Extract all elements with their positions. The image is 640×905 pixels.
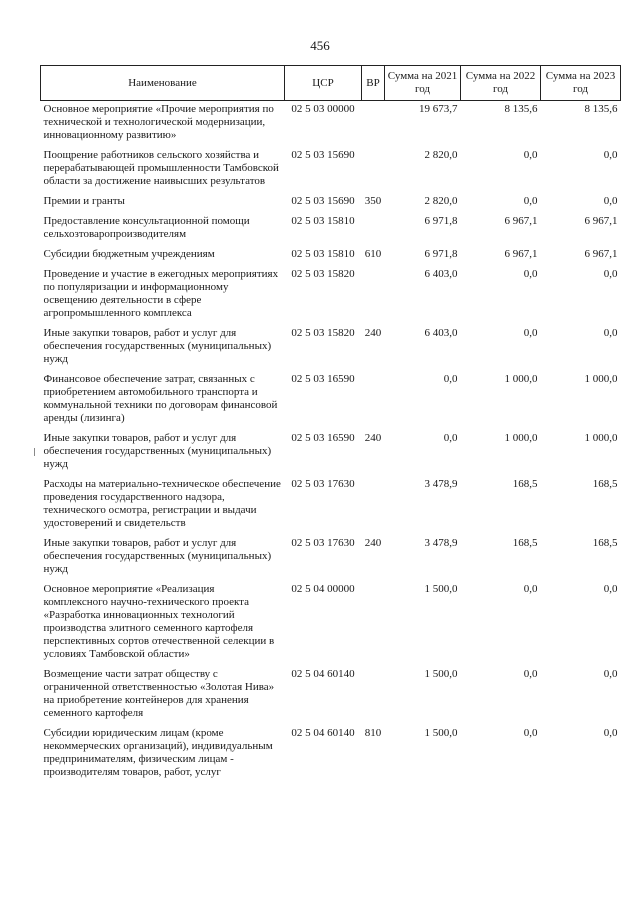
cell-sum-2022: 8 135,6	[504, 103, 538, 115]
cell-sum-2021: 0,0	[443, 432, 458, 444]
cell-sum-2023: 6 967,1	[584, 248, 618, 260]
table-row	[41, 430, 621, 476]
cell-sum-2021: 6 403,0	[424, 327, 458, 339]
cell-csr: 02 5 04 60140	[291, 668, 355, 680]
cell-sum-2023: 8 135,6	[584, 103, 618, 115]
cell-name: Субсидии бюджетным учреждениям	[43, 248, 215, 260]
cell-sum-2021: 1 500,0	[424, 668, 458, 680]
cell-sum-2021: 0,0	[443, 373, 458, 385]
cell-name: Основное мероприятие «Реализация комплексного научно-технического проекта «Разработка инновационных технологий производства элитного семенного картофеля перспективных сортов отечественной селекции в условиях Тамбовской области»	[43, 583, 275, 660]
cell-name: Предоставление консультационной помощи сельхозтоваропроизводителям	[43, 215, 250, 240]
cell-name: Проведение и участие в ежегодных мероприятиях по популяризации и информационному освещению деятельности в сфере агропромышленного комплекса	[43, 268, 279, 319]
cell-csr: 02 5 04 00000	[291, 583, 355, 595]
table-body	[41, 101, 621, 785]
table-row	[41, 101, 621, 148]
cell-sum-2022: 6 967,1	[504, 215, 538, 227]
table-row	[41, 246, 621, 266]
cell-sum-2022: 0,0	[523, 268, 538, 280]
cell-csr: 02 5 03 17630	[291, 478, 355, 490]
cell-sum-2021: 2 820,0	[424, 195, 458, 207]
cell-csr: 02 5 03 15820	[291, 327, 355, 339]
cell-sum-2021: 1 500,0	[424, 583, 458, 595]
cell-sum-2022: 168,5	[512, 537, 538, 549]
cell-vr	[362, 213, 385, 246]
cell-vr	[362, 147, 385, 193]
table-row	[41, 193, 621, 213]
cell-sum-2021: 2 820,0	[424, 149, 458, 161]
cell-csr: 02 5 03 15810	[291, 215, 355, 227]
cell-vr: 240	[364, 537, 382, 549]
cell-sum-2022: 0,0	[523, 583, 538, 595]
cell-sum-2023: 0,0	[603, 583, 618, 595]
cell-sum-2021: 3 478,9	[424, 537, 458, 549]
header-csr: ЦСР	[285, 66, 362, 101]
cell-sum-2022: 1 000,0	[504, 373, 538, 385]
header-name: Наименование	[41, 66, 285, 101]
cell-sum-2022: 0,0	[523, 727, 538, 739]
cell-vr	[362, 581, 385, 666]
cell-sum-2022: 1 000,0	[504, 432, 538, 444]
header-sum-2021: Сумма на 2021 год	[385, 66, 461, 101]
margin-mark	[34, 448, 35, 456]
cell-csr: 02 5 04 60140	[291, 727, 355, 739]
cell-name: Субсидии юридическим лицам (кроме некоммерческих организаций), индивидуальным предпринимателям, физическим лицам - производителям товаров, работ, услуг	[43, 727, 273, 778]
cell-sum-2023: 0,0	[603, 268, 618, 280]
cell-vr	[362, 476, 385, 535]
page-number: 456	[310, 38, 330, 53]
cell-sum-2021: 3 478,9	[424, 478, 458, 490]
cell-csr: 02 5 03 15810	[291, 248, 355, 260]
cell-name: Иные закупки товаров, работ и услуг для обеспечения государственных (муниципальных) нужд	[43, 432, 272, 470]
header-vr: ВР	[362, 66, 385, 101]
cell-name: Основное мероприятие «Прочие мероприятия по технической и технологической модернизации, инновационному развитию»	[43, 103, 274, 141]
header-sum-2022: Сумма на 2022 год	[461, 66, 541, 101]
table-row	[41, 666, 621, 725]
cell-sum-2023: 168,5	[592, 537, 618, 549]
cell-sum-2022: 0,0	[523, 668, 538, 680]
cell-csr: 02 5 03 00000	[291, 103, 355, 115]
cell-csr: 02 5 03 16590	[291, 373, 355, 385]
header-sum-2023: Сумма на 2023 год	[541, 66, 621, 101]
cell-sum-2021: 6 403,0	[424, 268, 458, 280]
cell-vr: 610	[364, 248, 382, 260]
cell-sum-2022: 0,0	[523, 149, 538, 161]
cell-vr	[362, 666, 385, 725]
cell-name: Поощрение работников сельского хозяйства и перерабатывающей промышленности Тамбовской области за достижение наивысших результатов	[43, 149, 279, 187]
cell-csr: 02 5 03 16590	[291, 432, 355, 444]
table-header-row	[41, 66, 621, 101]
table-row	[41, 325, 621, 371]
cell-name: Расходы на материально-техническое обеспечение проведения государственного надзора, технического осмотра, регистрации и выдачи удостоверений и свидетельств	[43, 478, 281, 529]
cell-sum-2021: 19 673,7	[419, 103, 458, 115]
cell-sum-2023: 0,0	[603, 195, 618, 207]
cell-sum-2022: 168,5	[512, 478, 538, 490]
cell-sum-2023: 0,0	[603, 149, 618, 161]
table-row	[41, 535, 621, 581]
cell-sum-2022: 6 967,1	[504, 248, 538, 260]
cell-sum-2023: 1 000,0	[584, 432, 618, 444]
cell-sum-2021: 1 500,0	[424, 727, 458, 739]
cell-vr: 810	[364, 727, 382, 739]
cell-sum-2023: 0,0	[603, 668, 618, 680]
cell-vr: 240	[364, 432, 382, 444]
cell-name: Премии и гранты	[43, 195, 125, 207]
cell-name: Возмещение части затрат обществу с ограниченной ответственностью «Золотая Нива» на приобретение контейнеров для хранения семенного картофеля	[43, 668, 275, 719]
cell-sum-2023: 1 000,0	[584, 373, 618, 385]
table-row	[41, 266, 621, 325]
cell-vr	[362, 266, 385, 325]
table-row	[41, 725, 621, 784]
cell-vr: 240	[364, 327, 382, 339]
cell-sum-2023: 6 967,1	[584, 215, 618, 227]
table-row	[41, 476, 621, 535]
cell-sum-2022: 0,0	[523, 195, 538, 207]
cell-name: Иные закупки товаров, работ и услуг для обеспечения государственных (муниципальных) нужд	[43, 327, 272, 365]
cell-sum-2023: 168,5	[592, 478, 618, 490]
budget-table	[40, 65, 621, 784]
cell-sum-2021: 6 971,8	[424, 215, 458, 227]
cell-vr: 350	[364, 195, 382, 207]
cell-sum-2022: 0,0	[523, 327, 538, 339]
cell-name: Иные закупки товаров, работ и услуг для обеспечения государственных (муниципальных) нужд	[43, 537, 272, 575]
table-row	[41, 213, 621, 246]
cell-sum-2023: 0,0	[603, 727, 618, 739]
cell-name: Финансовое обеспечение затрат, связанных с приобретением автомобильного транспорта и коммунальной техники по договорам финансовой аренды (лизинга)	[43, 373, 278, 424]
cell-sum-2021: 6 971,8	[424, 248, 458, 260]
table-row	[41, 581, 621, 666]
cell-vr	[362, 371, 385, 430]
cell-csr: 02 5 03 15820	[291, 268, 355, 280]
cell-vr	[362, 101, 385, 148]
cell-csr: 02 5 03 17630	[291, 537, 355, 549]
cell-csr: 02 5 03 15690	[291, 195, 355, 207]
cell-csr: 02 5 03 15690	[291, 149, 355, 161]
cell-sum-2023: 0,0	[603, 327, 618, 339]
table-row	[41, 371, 621, 430]
table-row	[41, 147, 621, 193]
